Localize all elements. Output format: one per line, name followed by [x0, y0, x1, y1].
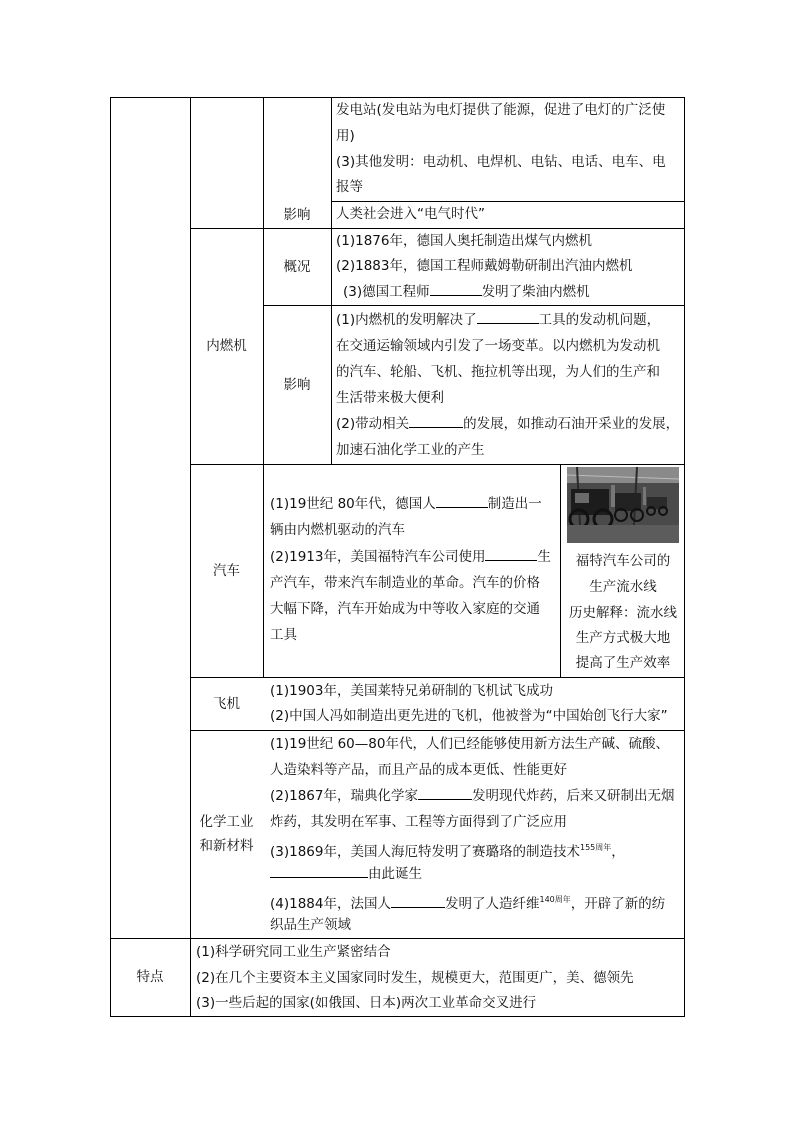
car-line-4: 产汽车，带来汽车制造业的革命。汽车的价格 — [270, 575, 540, 591]
ice-overview-label: 概况 — [283, 258, 311, 275]
car-line-3: (2)1913年，美国福特汽车公司使用 生 — [270, 545, 551, 569]
car-label: 汽车 — [213, 562, 240, 579]
electric-impact-label: 影响 — [283, 206, 311, 223]
feature-line-3: (3)一些后起的国家(如俄国、日本)两次工业革命交叉进行 — [196, 995, 537, 1011]
chem-line-2: 人造染料等产品，而且产品的成本更低、性能更好 — [270, 762, 567, 778]
electric-line-4: 报等 — [336, 179, 363, 195]
plane-label: 飞机 — [213, 695, 240, 712]
car-line-5: 大幅下降，汽车开始成为中等收入家庭的交通 — [270, 601, 540, 617]
feature-line-1: (1)科学研究同工业生产紧密结合 — [196, 944, 391, 960]
chem-line-8: 织品生产领域 — [270, 917, 351, 933]
car-caption-3: 历史解释：流水线 — [569, 605, 677, 621]
ice-impact-line-c: 生活带来极大便利 — [336, 390, 444, 406]
electric-line-1: 发电站(发电站为电灯提供了能源，促进了电灯的广泛使 — [336, 102, 666, 118]
ice-impact-line-a: 在交通运输领域内引发了一场变革。以内燃机为发动机 — [336, 338, 660, 354]
ice-impact-2: (2)带动相关 的发展，如推动石油开采业的发展， — [336, 412, 679, 436]
car-line-1: (1)19世纪 80年代，德国人 制造出一 — [270, 492, 542, 516]
ford-assembly-line-photo — [567, 467, 679, 543]
ice-impact-line-b: 的汽车、轮船、飞机、拖拉机等出现，为人们的生产和 — [336, 364, 660, 380]
car-caption-4: 生产方式极大地 — [575, 630, 671, 646]
feature-line-2: (2)在几个主要资本主义国家同时发生，规模更大，范围更广，美、德领先 — [196, 970, 634, 986]
electric-line-2: 用) — [336, 128, 355, 144]
chem-label: 化学工业 和新材料 — [199, 814, 254, 854]
chem-line-5: (3)1869年，美国人海厄特发明了赛璐珞的制造技术$^{155周年}$， — [270, 843, 625, 860]
ice-overview-1: (1)1876年，德国人奥托制造出煤气内燃机 — [336, 233, 592, 249]
plane-line-1: (1)1903年，美国莱特兄弟研制的飞机试飞成功 — [270, 683, 553, 699]
chem-line-6: 由此诞生 — [270, 862, 422, 886]
plane-line-2: (2)中国人冯如制造出更先进的飞机，他被誉为“中国始创飞行大家” — [270, 708, 668, 724]
ice-overview-2: (2)1883年，德国工程师戴姆勒研制出汽油内燃机 — [336, 258, 633, 274]
ice-impact-1: (1)内燃机的发明解决了 工具的发动机问题， — [336, 308, 660, 332]
car-caption-2: 生产流水线 — [589, 579, 657, 595]
chem-line-4: 炸药，其发明在军事、工程等方面得到了广泛应用 — [270, 814, 567, 830]
car-line-2: 辆由内燃机驱动的汽车 — [270, 522, 405, 538]
electric-line-3: (3)其他发明：电动机、电焊机、电钻、电话、电车、电 — [336, 154, 666, 170]
ice-label: 内燃机 — [206, 338, 247, 354]
chem-line-7: (4)1884年，法国人 发明了人造纤维$^{140周年}$，开辟了新的纺 — [270, 895, 666, 912]
electric-impact-text: 人类社会进入“电气时代” — [336, 206, 485, 222]
car-caption-1: 福特汽车公司的 — [575, 553, 671, 569]
chem-line-1: (1)19世纪 60—80年代，人们已经能够使用新方法生产碱、硫酸、 — [270, 736, 669, 752]
ice-impact-2-line-2: 加速石油化学工业的产生 — [336, 442, 485, 458]
car-caption-5: 提高了生产效率 — [575, 655, 671, 671]
ice-overview-3: (3)德国工程师 发明了柴油内燃机 — [343, 280, 590, 304]
ice-impact-label: 影响 — [283, 376, 311, 393]
feature-label: 特点 — [136, 969, 164, 985]
car-line-6: 工具 — [270, 627, 297, 643]
chem-line-3: (2)1867年，瑞典化学家 发明现代炸药，后来又研制出无烟 — [270, 784, 674, 808]
